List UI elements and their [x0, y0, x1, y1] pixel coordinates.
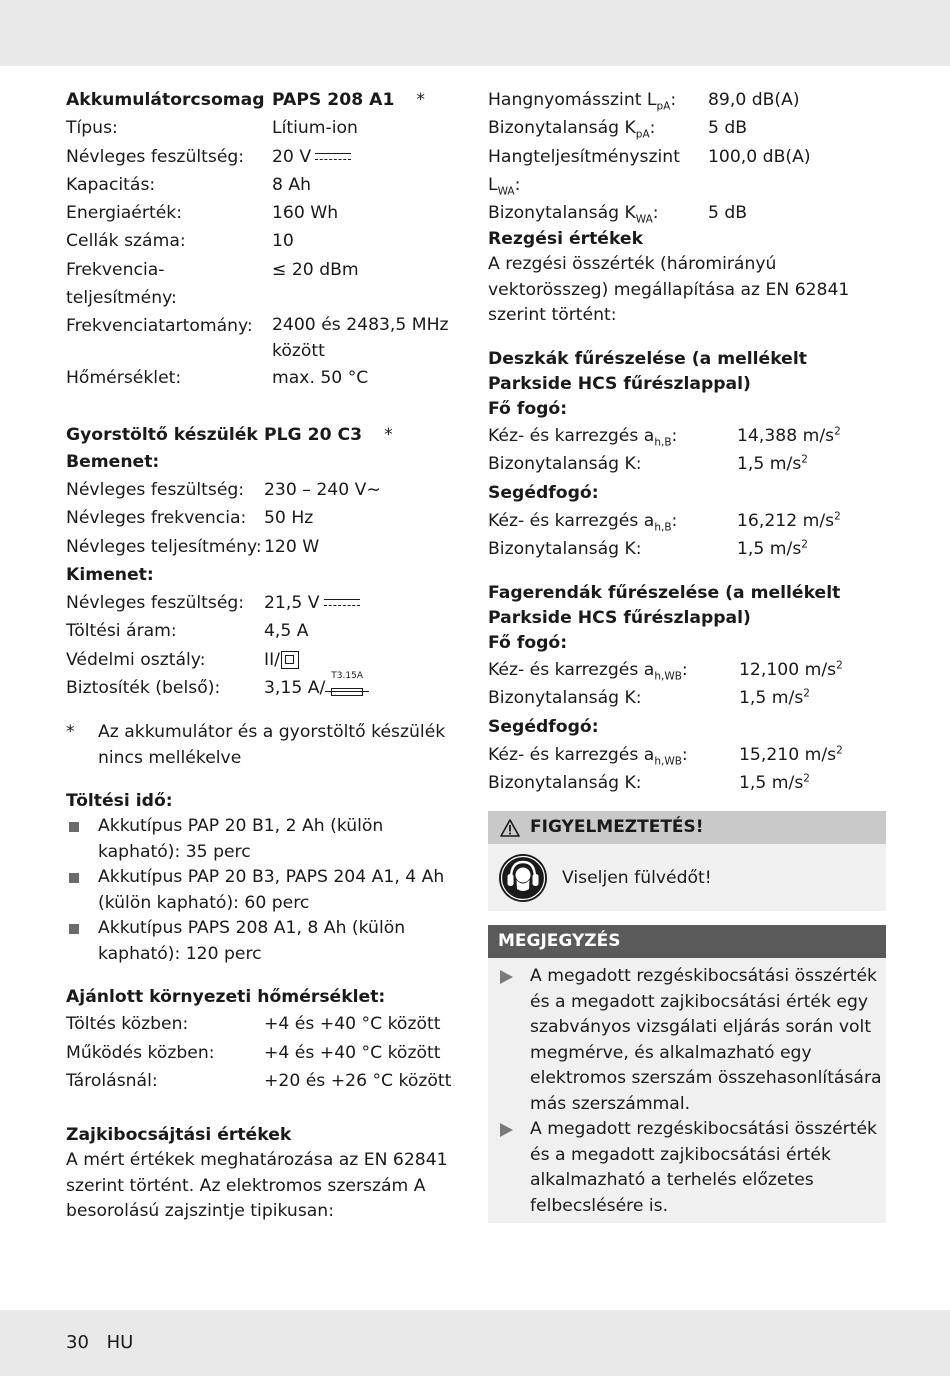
output-title: Kimenet:	[66, 564, 154, 585]
boards-main-grip: Fő fogó:	[488, 398, 568, 419]
spec-row: Kapacitás: 8 Ah	[66, 174, 312, 195]
spec-row: Névleges feszültség: 21,5 V	[66, 589, 464, 617]
spec-row: Bizonytalanság $K_{WA}$: 5 dB	[488, 203, 748, 226]
list-item: Akkutípus PAPS 208 A1, 8 Ah (külön kapható): 120 perc	[66, 916, 464, 967]
battery-heading: Akkumulátorcsomag PAPS 208 A1 *	[66, 90, 425, 110]
boards-aux-grip: Segédfogó:	[488, 482, 599, 503]
right-column	[488, 86, 886, 1223]
noise-values	[488, 86, 886, 227]
dc-symbol-icon	[315, 151, 351, 163]
spec-row: Névleges teljesítmény: 120 W	[66, 536, 320, 557]
ear-protection-icon	[498, 853, 548, 903]
list-item: A megadott rezgéskibocsátási összérték és a megadott zajkibocsátási érték alkalmazható a terhelés előzetes felbecslésére is.	[488, 1117, 886, 1219]
charger-output-specs	[66, 589, 464, 702]
triangle-bullet-icon	[500, 1123, 513, 1137]
ambient-title: Ajánlott környezeti hőmérséklet:	[66, 987, 386, 1008]
battery-specs	[66, 114, 464, 392]
spec-row: Töltési áram: 4,5 A	[66, 621, 309, 642]
language-code: HU	[106, 1332, 134, 1353]
input-title: Bemenet:	[66, 451, 160, 472]
spec-row: Frekvenciatartomány: 2400 és 2483,5 MHz között	[66, 315, 449, 361]
dc-symbol-icon	[324, 597, 360, 609]
spec-row: Töltés közben: +4 és +40 °C között	[66, 1014, 441, 1035]
page-footer	[66, 1329, 145, 1357]
square-bullet-icon	[69, 873, 79, 883]
spec-row: Tárolásnál: +20 és +26 °C között	[66, 1070, 452, 1091]
warning-triangle-icon	[500, 819, 520, 837]
spec-row: Működés közben: +4 és +40 °C között	[66, 1042, 441, 1063]
spec-row: Biztosíték (belső): 3,15 A/ T3.15A	[66, 674, 464, 702]
spec-row: Hőmérséklet: max. 50 °C	[66, 368, 369, 389]
spec-row: Hangteljesítményszint $L_{WA}$: 100,0 dB(A)	[488, 146, 811, 198]
spec-row: Típus: Lítium-ion	[66, 118, 358, 139]
vibration-text: A rezgési összérték (háromirányú vektorösszeg) megállapítása az EN 62841 szerint történt:	[488, 254, 850, 326]
triangle-bullet-icon	[500, 970, 513, 984]
spec-row: Védelmi osztály: II/	[66, 646, 464, 674]
spec-row: Kéz- és karrezgés $a_{h,WB}$: 12,100 $m/s^2$	[488, 659, 843, 683]
spec-row: Bizonytalanság K: 1,5 $m/s^2$	[488, 687, 810, 709]
spec-row: Frekvencia-teljesítmény: ≤ 20 dBm	[66, 259, 359, 309]
spec-row: Kéz- és karrezgés $a_{h,B}$: 14,388 $m/s^2$	[488, 425, 841, 449]
beams-aux-grip: Segédfogó:	[488, 716, 599, 737]
footnote: * Az akkumulátor és a gyorstöltő készülék nincs mellékelve	[66, 722, 446, 768]
boards-title: Deszkák fűrészelése (a mellékelt Parkside HCS fűrészlappal)	[488, 348, 807, 394]
list-item: Akkutípus PAP 20 B3, PAPS 204 A1, 4 Ah (külön kapható): 60 perc	[66, 865, 464, 916]
ambient-specs	[66, 1010, 464, 1095]
left-column	[66, 86, 464, 1225]
charging-time-title: Töltési idő:	[66, 791, 173, 812]
note-list	[488, 958, 886, 1219]
square-bullet-icon	[69, 924, 79, 934]
spec-row: Bizonytalanság $K_{pA}$: 5 dB	[488, 118, 748, 141]
charger-heading: Gyorstöltő készülék PLG 20 C3 *	[66, 424, 393, 445]
note-box	[488, 925, 886, 1223]
square-bullet-icon	[69, 822, 79, 832]
spec-row: Kéz- és karrezgés $a_{h,WB}$: 15,210 $m/s^2$	[488, 744, 843, 768]
vibration-title: Rezgési értékek	[488, 229, 644, 250]
protection-class-ii-icon	[281, 651, 299, 669]
spec-row: Bizonytalanság K: 1,5 $m/s^2$	[488, 772, 810, 794]
spec-row: Névleges feszültség: 230 – 240 V∼	[66, 479, 381, 500]
spec-row: Névleges frekvencia: 50 Hz	[66, 508, 314, 529]
warning-box	[488, 811, 886, 911]
spec-row: Cellák száma: 10	[66, 231, 294, 252]
noise-text: A mért értékek meghatározása az EN 62841 szerint történt. Az elektromos szerszám A besorolású zajszintje tipikusan:	[66, 1150, 448, 1222]
note-header: MEGJEGYZÉS	[488, 925, 886, 958]
list-item: Akkutípus PAP 20 B1, 2 Ah (külön kapható): 35 perc	[66, 814, 464, 865]
warning-body: Viseljen fülvédőt!	[488, 844, 886, 911]
spec-row: Kéz- és karrezgés $a_{h,B}$: 16,212 $m/s^2$	[488, 509, 841, 534]
spec-row: Bizonytalanság K: 1,5 $m/s^2$	[488, 453, 808, 475]
spec-row: Hangnyomásszint $L_{pA}$: 89,0 dB(A)	[488, 90, 800, 113]
spec-row: Bizonytalanság K: 1,5 $m/s^2$	[488, 538, 808, 559]
charger-input-specs	[66, 476, 464, 561]
warning-header: FIGYELMEZTETÉS!	[488, 811, 886, 844]
noise-title: Zajkibocsájtási értékek	[66, 1125, 292, 1146]
beams-main-grip: Fő fogó:	[488, 633, 568, 654]
spec-row: Névleges feszültség: 20 V	[66, 143, 464, 171]
header-band	[0, 0, 950, 66]
list-item: A megadott rezgéskibocsátási összérték és a megadott zajkibocsátási érték egy szabványos vizsgálati eljárás során volt megmérve, és alkalmazható egy elektromos szerszám összehasonlítására más szerszámmal.	[488, 964, 886, 1117]
beams-title: Fagerendák fűrészelése (a mellékelt Parkside HCS fűrészlappal)	[488, 583, 841, 629]
spec-row: Energiaérték: 160 Wh	[66, 203, 339, 224]
charging-time-list	[66, 814, 464, 967]
fuse-icon: T3.15A	[325, 677, 369, 699]
page-number: 30	[66, 1332, 89, 1353]
